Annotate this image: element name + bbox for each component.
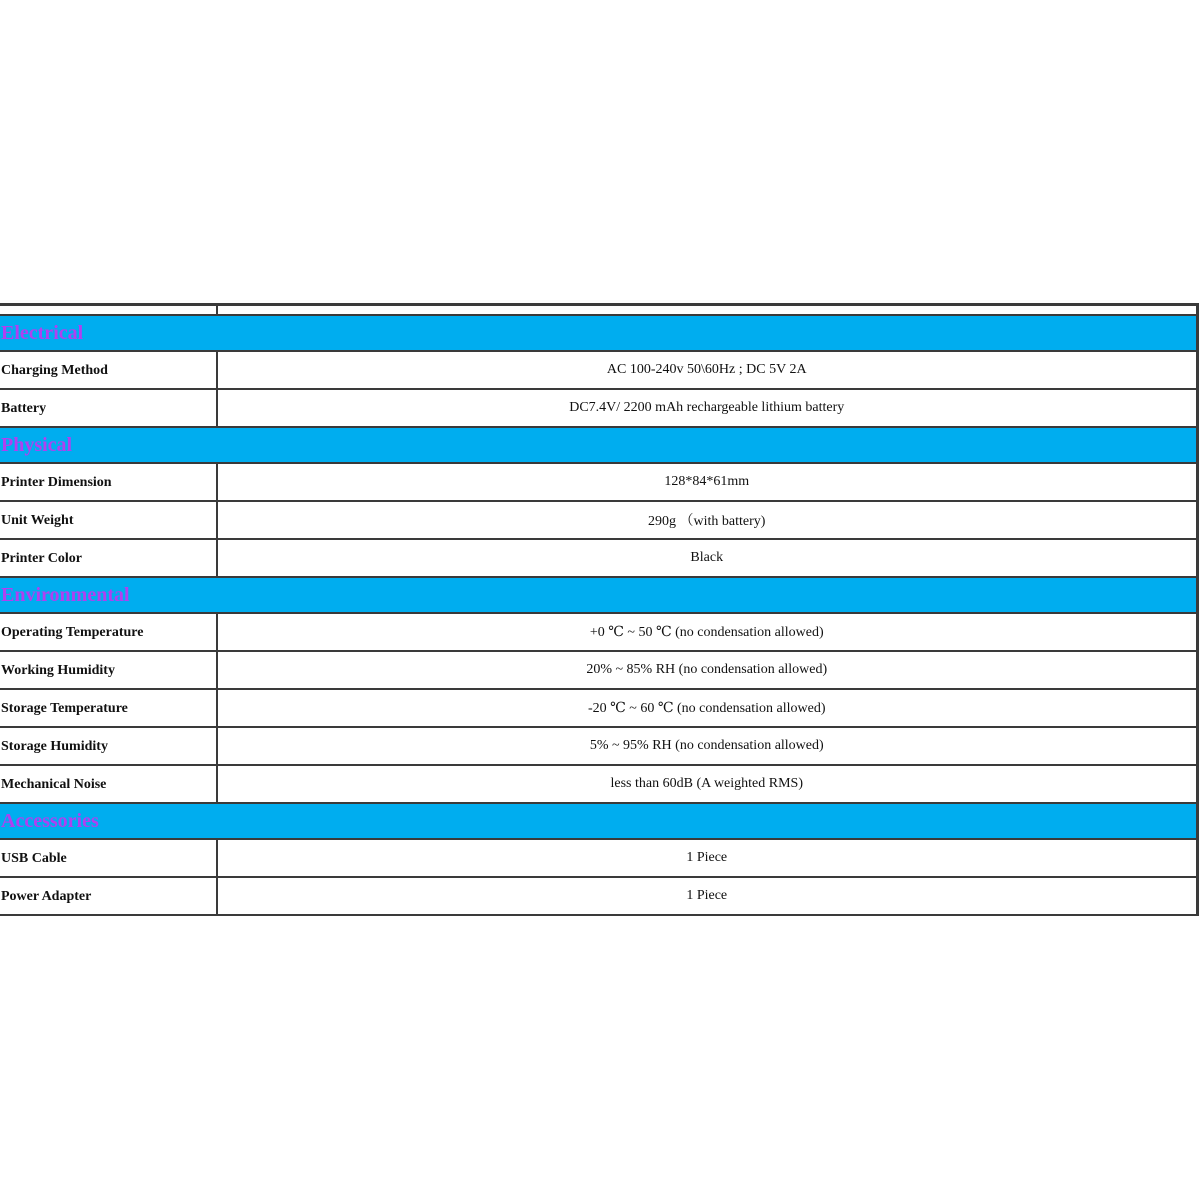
- spec-value: DC7.4V/ 2200 mAh rechargeable lithium battery: [217, 389, 1197, 427]
- table-top-edge: [0, 305, 1197, 316]
- spec-label: Charging Method: [0, 351, 217, 389]
- spec-value: 1 Piece: [217, 839, 1197, 877]
- spec-label: USB Cable: [0, 839, 217, 877]
- spec-label: Storage Temperature: [0, 689, 217, 727]
- table-row: [0, 877, 1197, 915]
- section-header-electrical: [0, 315, 1197, 351]
- spec-label: Operating Temperature: [0, 613, 217, 651]
- section-title: Electrical: [0, 315, 1197, 351]
- spec-label: Working Humidity: [0, 651, 217, 689]
- section-header-accessories: [0, 803, 1197, 839]
- table-row: [0, 539, 1197, 577]
- spec-value: 128*84*61mm: [217, 463, 1197, 501]
- spec-label: Printer Dimension: [0, 463, 217, 501]
- spec-label: Mechanical Noise: [0, 765, 217, 803]
- table-row: [0, 651, 1197, 689]
- spec-label: Battery: [0, 389, 217, 427]
- spec-label: Printer Color: [0, 539, 217, 577]
- spec-table: [0, 303, 1199, 916]
- spec-value: 20% ~ 85% RH (no condensation allowed): [217, 651, 1197, 689]
- table-row: [0, 839, 1197, 877]
- section-title: Accessories: [0, 803, 1197, 839]
- table-row: [0, 463, 1197, 501]
- spec-value: 290g （with battery): [217, 501, 1197, 539]
- spec-value: AC 100-240v 50\60Hz ; DC 5V 2A: [217, 351, 1197, 389]
- table-row: [0, 389, 1197, 427]
- section-title: Physical: [0, 427, 1197, 463]
- section-header-environmental: [0, 577, 1197, 613]
- spec-label: Unit Weight: [0, 501, 217, 539]
- table-row: [0, 613, 1197, 651]
- spec-value: +0 ℃ ~ 50 ℃ (no condensation allowed): [217, 613, 1197, 651]
- section-title: Environmental: [0, 577, 1197, 613]
- spec-value: -20 ℃ ~ 60 ℃ (no condensation allowed): [217, 689, 1197, 727]
- section-header-physical: [0, 427, 1197, 463]
- spec-label: Storage Humidity: [0, 727, 217, 765]
- spec-label: Power Adapter: [0, 877, 217, 915]
- table-row: [0, 689, 1197, 727]
- spec-value: 1 Piece: [217, 877, 1197, 915]
- spec-value: less than 60dB (A weighted RMS): [217, 765, 1197, 803]
- table-row: [0, 351, 1197, 389]
- table-row: [0, 765, 1197, 803]
- table-row: [0, 501, 1197, 539]
- spec-value: 5% ~ 95% RH (no condensation allowed): [217, 727, 1197, 765]
- spec-value: Black: [217, 539, 1197, 577]
- table-row: [0, 727, 1197, 765]
